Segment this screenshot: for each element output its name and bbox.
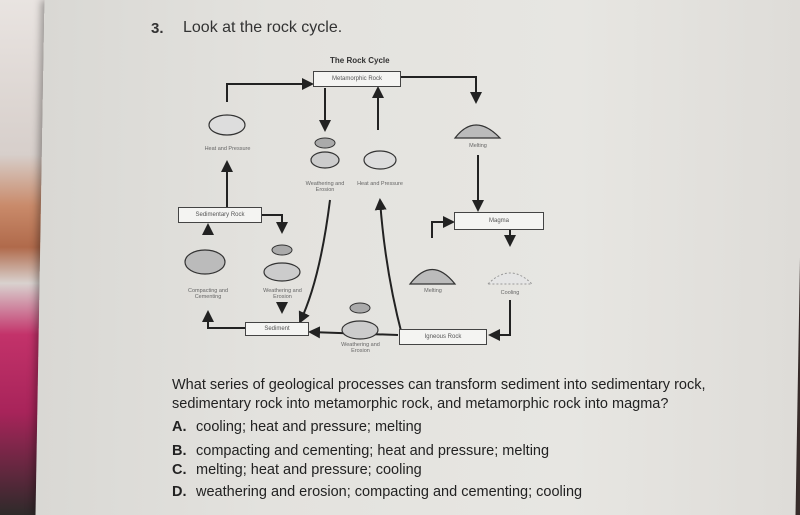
box-sedimentary-rock: Sedimentary Rock <box>178 207 262 223</box>
question-text <box>172 376 752 414</box>
label-compacting: Compacting and Cementing <box>187 288 229 300</box>
option-d[interactable] <box>172 484 582 500</box>
option-text: melting; heat and pressure; cooling <box>196 462 422 478</box>
option-letter: C. <box>172 462 187 478</box>
label-weathering-bottom: Weathering and Erosion <box>341 342 380 354</box>
option-letter: A. <box>172 419 187 435</box>
box-magma: Magma <box>454 212 544 230</box>
label-melting-right: Melting <box>469 143 487 149</box>
question-prompt: Look at the rock cycle. <box>183 19 343 36</box>
option-letter: B. <box>172 443 187 459</box>
diagram-title: The Rock Cycle <box>330 56 390 65</box>
label-heat-pressure-center: Heat and Pressure <box>357 181 403 187</box>
option-b[interactable] <box>172 443 549 459</box>
label-heat-pressure-left: Heat and Pressure <box>204 146 251 152</box>
label-weathering-center: Weathering and Erosion <box>305 181 345 193</box>
box-sediment: Sediment <box>245 322 309 336</box>
option-a[interactable] <box>172 419 422 435</box>
option-text: cooling; heat and pressure; melting <box>196 419 422 435</box>
option-c[interactable] <box>172 462 422 478</box>
label-melting-lower: Melting <box>424 288 442 294</box>
rock-cycle-diagram <box>170 50 560 370</box>
question-number: 3. <box>151 20 164 37</box>
question-text-line1: What series of geological processes can transform sediment into sedimentary rock, <box>172 377 706 393</box>
option-letter: D. <box>172 484 187 500</box>
box-igneous-rock: Igneous Rock <box>399 329 487 345</box>
box-metamorphic-rock: Metamorphic Rock <box>313 71 401 87</box>
label-weathering-left: Weathering and Erosion <box>263 288 302 300</box>
option-text: weathering and erosion; compacting and cementing; cooling <box>196 484 583 500</box>
label-cooling: Cooling <box>500 290 520 296</box>
question-text-line2: sedimentary rock into metamorphic rock, and metamorphic rock into magma? <box>172 396 669 412</box>
option-text: compacting and cementing; heat and pressure; melting <box>196 443 550 459</box>
